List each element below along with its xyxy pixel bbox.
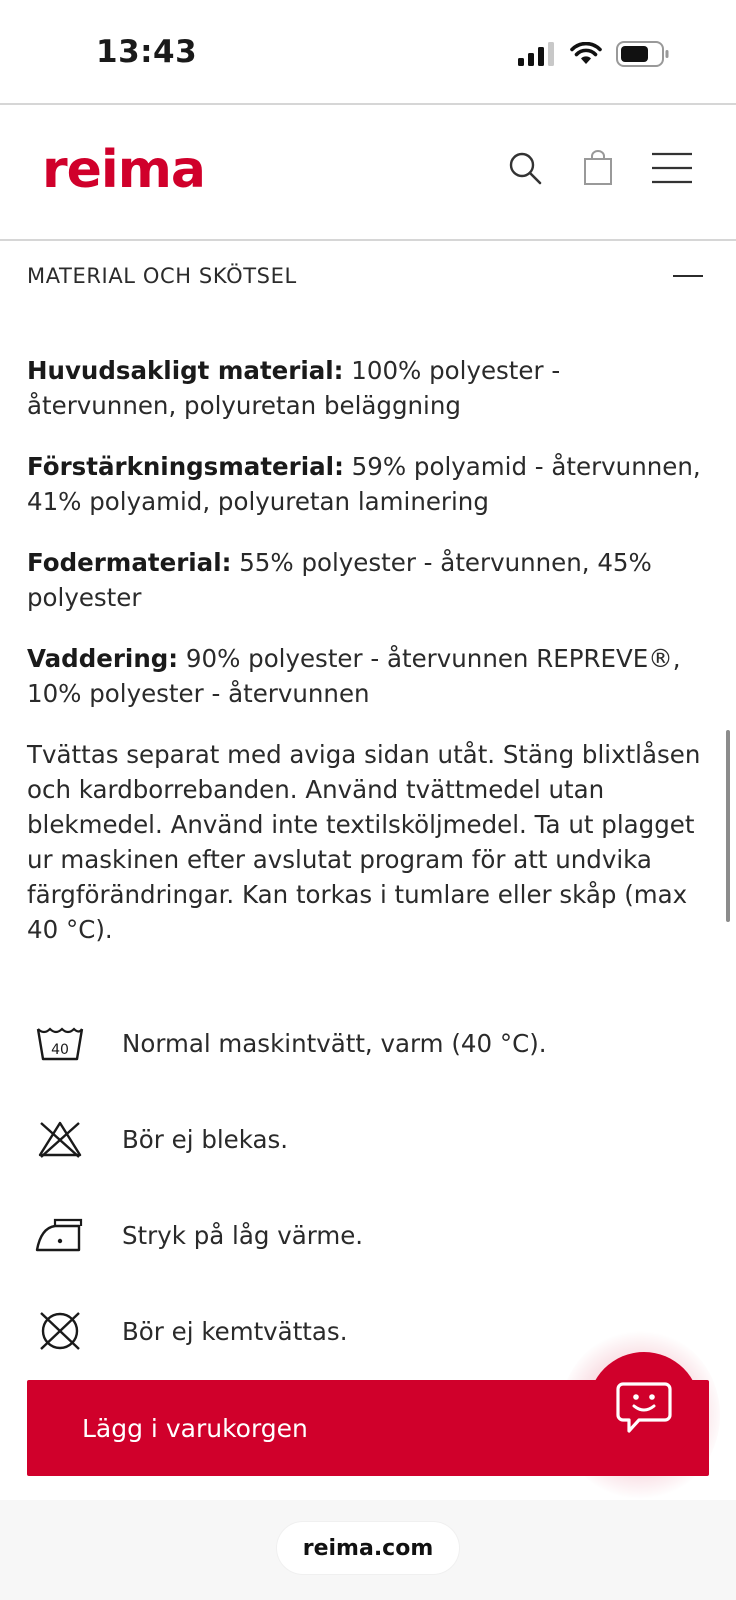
chat-button[interactable] (588, 1352, 700, 1464)
cellular-signal-icon (518, 42, 556, 66)
care-label: Normal maskintvätt, varm (40 °C). (122, 1028, 547, 1058)
material-label: Vaddering: (27, 644, 179, 673)
material-care-content (27, 353, 717, 947)
menu-button[interactable] (650, 146, 694, 190)
material-value: 90% polyester - återvunnen REPREVE®, 10% polyester - återvunnen (27, 644, 681, 708)
care-instructions-text: Tvättas separat med aviga sidan utåt. Stäng blixtlåsen och kardborrebanden. Använd tvättmedel utan blekmedel. Använd inte textilsköljmedel. Ta ut plagget ur maskinen efter avslutat program för att undvika färgförändringar. Kan torkas i tumlare eller skåp (max 40 °C). (27, 740, 701, 944)
no-dry-clean-icon (37, 1310, 83, 1352)
material-label: Förstärkningsmaterial: (27, 452, 344, 481)
care-label: Bör ej kemtvättas. (122, 1316, 348, 1346)
care-item-wash (32, 1018, 692, 1068)
url-bar[interactable] (277, 1522, 459, 1574)
scrollbar[interactable] (726, 730, 730, 922)
material-value: 55% polyester - återvunnen, 45% polyester (27, 548, 652, 612)
url-text: reima.com (302, 1535, 434, 1561)
shopping-bag-icon (583, 150, 613, 186)
material-row (27, 353, 717, 423)
care-label: Stryk på låg värme. (122, 1220, 364, 1250)
status-icons (518, 38, 670, 70)
search-icon (508, 151, 542, 185)
wash-40-icon (35, 1023, 85, 1063)
care-item-iron (32, 1210, 692, 1260)
header-divider (0, 239, 736, 241)
chat-smile-icon (615, 1381, 673, 1435)
status-time: 13:43 (96, 34, 198, 70)
collapse-minus-icon (673, 275, 703, 277)
material-care-accordion-toggle[interactable] (27, 258, 709, 294)
reima-logo[interactable]: reima (42, 140, 206, 200)
material-label: Fodermaterial: (27, 548, 232, 577)
material-row (27, 641, 717, 711)
cart-button[interactable] (576, 146, 620, 190)
material-row (27, 545, 717, 615)
search-button[interactable] (503, 146, 547, 190)
wifi-icon (570, 42, 602, 66)
material-value: 100% polyester - återvunnen, polyuretan beläggning (27, 356, 561, 420)
no-bleach-icon (37, 1119, 83, 1159)
hamburger-menu-icon (651, 152, 693, 184)
status-bar (0, 0, 736, 104)
battery-icon (616, 41, 670, 67)
status-divider (0, 103, 736, 105)
accordion-title: MATERIAL OCH SKÖTSEL (27, 264, 297, 288)
material-value: 59% polyamid - återvunnen, 41% polyamid, polyuretan laminering (27, 452, 701, 516)
iron-low-icon (35, 1216, 85, 1254)
care-item-bleach (32, 1114, 692, 1164)
material-row (27, 449, 717, 519)
material-label: Huvudsakligt material: (27, 356, 344, 385)
wash-temperature-label: 40 (51, 1042, 69, 1058)
add-to-cart-label: Lägg i varukorgen (82, 1413, 308, 1443)
care-label: Bör ej blekas. (122, 1124, 289, 1154)
site-header (0, 106, 736, 240)
